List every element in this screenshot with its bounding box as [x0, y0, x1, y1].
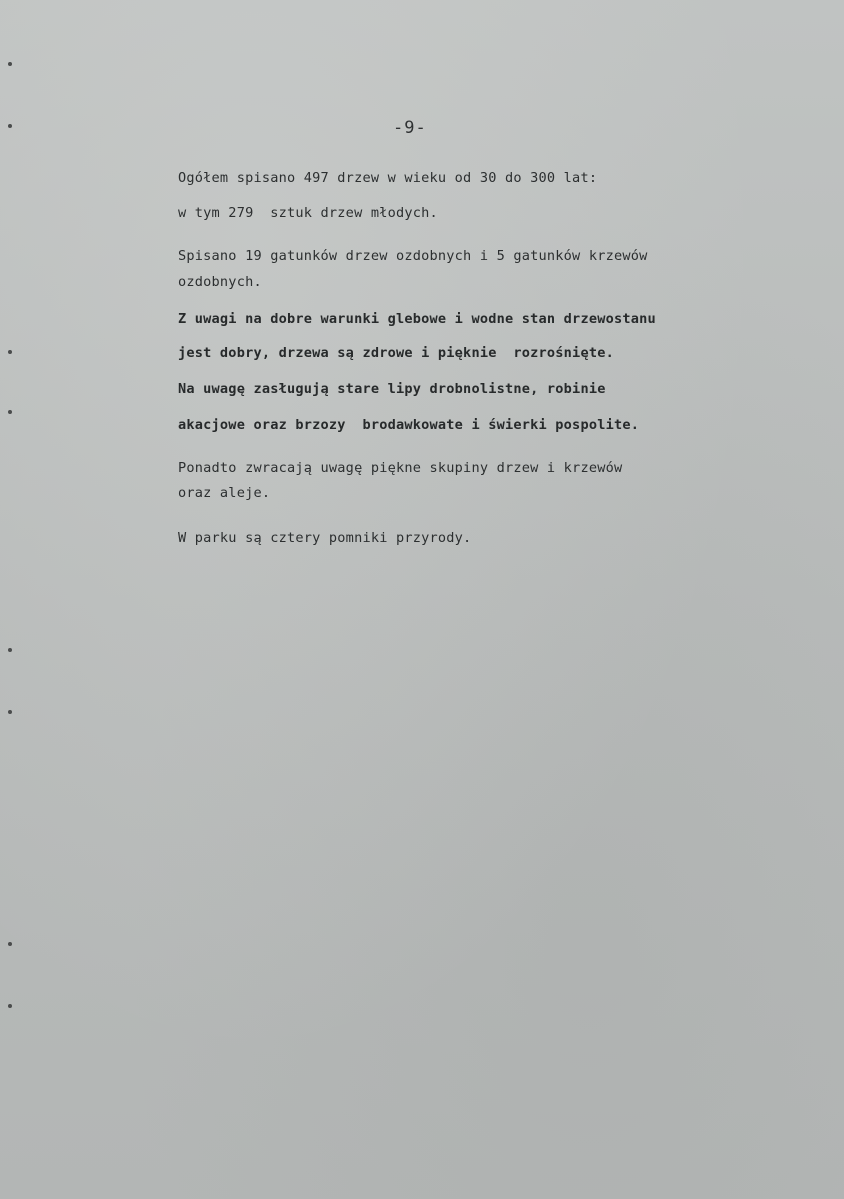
- punch-hole-mark: [8, 350, 12, 354]
- punch-hole-mark: [8, 410, 12, 414]
- text-line: akacjowe oraz brzozy brodawkowate i świerki pospolite.: [178, 417, 640, 433]
- text-line: Na uwagę zasługują stare lipy drobnolistne, robinie: [178, 381, 606, 397]
- text-line: ozdobnych.: [178, 274, 262, 290]
- punch-hole-mark: [8, 942, 12, 946]
- text-line: Spisano 19 gatunków drzew ozdobnych i 5 gatunków krzewów: [178, 248, 648, 264]
- text-line: Ogółem spisano 497 drzew w wieku od 30 do 300 lat:: [178, 170, 598, 186]
- punch-hole-mark: [8, 1004, 12, 1008]
- text-line: W parku są cztery pomniki przyrody.: [178, 530, 472, 546]
- punch-hole-mark: [8, 710, 12, 714]
- text-line: w tym 279 sztuk drzew młodych.: [178, 205, 438, 221]
- page-number: -9-: [393, 118, 427, 138]
- text-line: Ponadto zwracają uwagę piękne skupiny drzew i krzewów: [178, 460, 623, 476]
- text-line: Z uwagi na dobre warunki glebowe i wodne stan drzewostanu: [178, 311, 656, 327]
- punch-hole-mark: [8, 124, 12, 128]
- punch-hole-mark: [8, 648, 12, 652]
- text-line: jest dobry, drzewa są zdrowe i pięknie rozrośnięte.: [178, 345, 614, 361]
- text-line: oraz aleje.: [178, 485, 271, 501]
- punch-hole-mark: [8, 62, 12, 66]
